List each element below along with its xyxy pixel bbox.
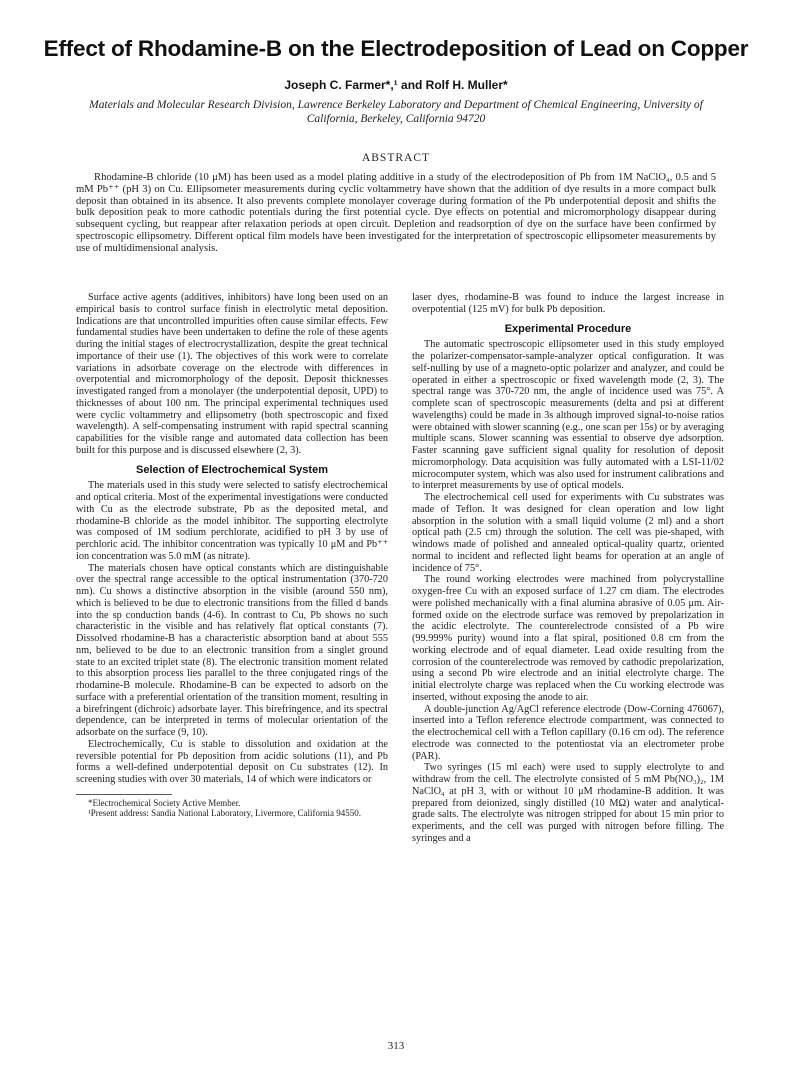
left-column <box>76 292 388 819</box>
body-paragraph: laser dyes, rhodamine-B was found to induce the largest increase in overpotential (125 mV) for bulk Pb deposition. <box>412 292 724 315</box>
footnote-divider <box>76 794 172 795</box>
footnote-member: *Electrochemical Society Active Member. <box>88 797 241 808</box>
body-paragraph: The automatic spectroscopic ellipsometer used in this study employed the polarizer-compensator-sample-analyzer optical configuration. It was self-nulling by use of a magneto-optic polarizer and analyzer, and could be operated in either a spectroscopic or fixed wavelength mode (2, 3). The spectral range was 370-720 nm, the angle of incidence used was 75°. A complete scan of spectroscopic measurements (delta and psi at different wavelengths) could be made in 3s although improved signal-to-noise ratios were obtained with slower scanning (e.g., one scan per 15s) or by averaging multiple scans. Slower scanning was essential to observe dye adsorption. Faster scanning gave sufficient signal quality for resolution of deposit micromorphology. Data acquisition was fully automated with a LSI-11/02 microcomputer system, which was also used for instrument calibrations and to interpret measurements by use of optical models. <box>412 339 724 492</box>
section-heading-selection: Selection of Electrochemical System <box>136 463 328 476</box>
body-paragraph: The materials used in this study were selected to satisfy electrochemical and optical criteria. Most of the experimental investigations were conducted with Cu as the electrode substrate, Pb as the deposited metal, and rhodamine-B chloride as the model inhibitor. The supporting electrolyte was composed of 1M sodium perchlorate, acidified to pH 3 by use of perchloric acid. The inhibitor concentration was typically 10 μM and Pb⁺⁺ ion concentration was 5.0 mM (as nitrate). <box>76 480 388 562</box>
abstract-body: Rhodamine-B chloride (10 μM) has been used as a model plating additive in a study of the electrodeposition of Pb from 1M NaClO₄, 0.5 and 5 mM Pb⁺⁺ (pH 3) on Cu. Ellipsometer measurements during cyclic voltammetry have shown that the addition of dye results in a more compact bulk deposit than obtained in its absence. It also prevents complete monolayer coverage during formation of the Pb underpotential deposit and shifts the bulk deposition peak to more cathodic potentials during the first potential cycle. Dye effects on potential and micromorphology disappear during subsequent cycling, but reappear after relaxation periods at open circuit. Depletion and readsorption of dye on the surface have been confirmed by spectroscopic ellipsometry. Different optical film models have been investigated for the interpretation of spectroscopic ellipsometer measurements by use of multidimensional analysis. <box>76 172 716 254</box>
affiliation: Materials and Molecular Research Division, Lawrence Berkeley Laboratory and Department of Chemical Engineering, University of California, Berkeley, California 94720 <box>89 99 703 125</box>
body-paragraph: Two syringes (15 ml each) were used to supply electrolyte to and withdraw from the cell. The electrolyte consisted of 5 mM Pb(NO₃)₂, 1M NaClO₄ at pH 3, with or without 10 μM rhodamine-B addition. It was prepared from deionized, singly distilled (10 MΩ) water and analytical-grade salts. The electrolyte was nitrogen stripped for about 15 min prior to experiments, and the cell was purged with nitrogen before filling. The syringes and a <box>412 762 724 844</box>
body-paragraph: The electrochemical cell used for experiments with Cu substrates was made of Teflon. It was designed for clean operation and low light absorption in the solution with a small liquid volume (2 ml) and a short optical path (2.5 cm) through the solution. The cell was pie-shaped, with windows made of polished and annealed optical-quality quartz, oriented normal to incident and reflected light beams for operation at an angle of incidence of 75°. <box>412 492 724 574</box>
body-paragraph: The materials chosen have optical constants which are distinguishable over the spectral range accessible to the optical instrumentation (370-720 nm). Cu shows a distinctive absorption in the visible (around 550 nm), which is believed to be due to electronic transitions from the filled d bands into the sp conduction bands (4-6). In contrast to Cu, Pb shows no such characteristic in the visible and has relatively flat optical constants (7). Dissolved rhodamine-B has a characteristic absorption band at about 555 nm, believed to be due to an electronic transition from a singlet ground state to an excited triplet state (8). The electronic transition moment related to this absorption process lies parallel to the three conjugated rings of the rhodamine-B molecule. Rhodamine-B can be expected to adsorb on the surface with a preferential orientation of the transition moment, resulting in a birefringent (dichroic) adsorbate layer. This birefringence, and its spectral dependence, can be interpreted in terms of molecular orientation of the adsorbate on the surface (9, 10). <box>76 562 388 738</box>
abstract-heading: ABSTRACT <box>361 152 431 164</box>
body-paragraph: The round working electrodes were machined from polycrystalline oxygen-free Cu with an exposed surface of 1.27 cm diam. The electrodes were polished mechanically with a final alumina abrasive of 0.05 μm. Air-formed oxide on the electrode surface was removed by prepolarization in the acidic electrolyte. The counterelectrode consisted of a Pb wire (99.999% purity) wound into a flat spiral, positioned 0.8 cm from the working electrode and of equal diameter. Lead oxide resulting from the corrosion of the counterelectrode was removed by cathodic prepolarization, using a second Pb wire electrode and an initial electrolyte charge. The initial electrolyte charge was replaced when the Cu working electrode was inserted, without exposing the anode to air. <box>412 574 724 703</box>
paper-title: Effect of Rhodamine-B on the Electrodeposition of Lead on Copper <box>43 36 749 61</box>
body-paragraph: Electrochemically, Cu is stable to dissolution and oxidation at the reversible potential for Pb deposition from acidic solutions (11), and Pb forms a well-defined underpotential deposit on Cu substrates (12). In screening studies with over 30 materials, 14 of which were indicators or <box>76 738 388 785</box>
intro-paragraph: Surface active agents (additives, inhibitors) have long been used on an empirical basis to control surface finish in electrolytic metal deposition. Indications are that uncontrolled impurities often cause similar effects. Few fundamental studies have been undertaken to define the role of these agents during the initial stages of electrocrystallization, despite the great technical importance of their use (1). The objectives of this work were to correlate variations in adsorbate coverage on the electrode with differences in overpotential and micromorphology of the deposit. Deposit thicknesses investigated ranged from a monolayer (the underpotential deposit, UPD) to thicknesses of about 100 nm. The principal experimental techniques used were cyclic voltammetry and ellipsometry (both spectroscopic and fixed wavelength). A self-compensating instrument with rapid spectral scanning capabilities for the visible range and automated data collection has been built for this purpose and is discussed elsewhere (2, 3). <box>76 292 388 456</box>
right-column <box>412 292 724 845</box>
page-number: 313 <box>387 1040 405 1052</box>
section-heading-experimental: Experimental Procedure <box>504 322 632 335</box>
body-paragraph: A double-junction Ag/AgCl reference electrode (Dow-Corning 476067), inserted into a Teflon reference electrode compartment, was connected to the electrochemical cell with a Teflon capillary (0.16 cm od). The reference electrode was connected to the potentiostat via an electrometer probe (PAR). <box>412 703 724 762</box>
author-line: Joseph C. Farmer*,¹ and Rolf H. Muller* <box>284 78 508 92</box>
footnote-address: ¹Present address: Sandia National Laboratory, Livermore, California 94550. <box>88 808 362 819</box>
